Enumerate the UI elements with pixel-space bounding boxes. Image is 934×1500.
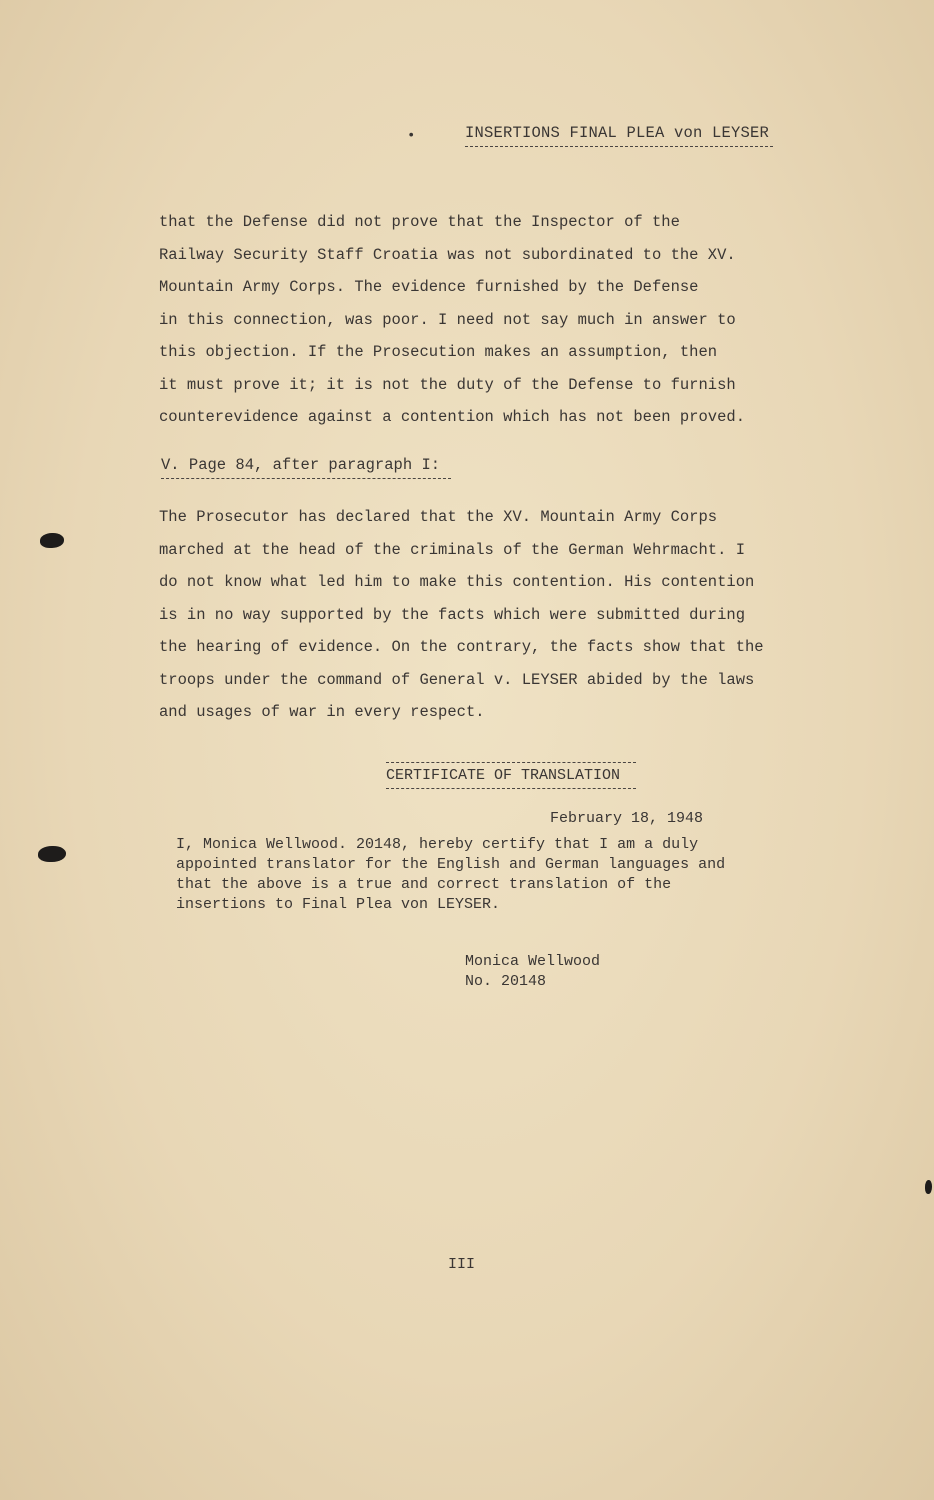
paragraph-line: this objection. If the Prosecution makes an assumption, then [159,343,718,361]
signature-block [465,952,600,992]
certificate-body [176,835,776,915]
punch-hole-mark [40,533,64,548]
paragraph-line: Mountain Army Corps. The evidence furnished by the Defense [159,278,699,296]
paragraph-line: The Prosecutor has declared that the XV. Mountain Army Corps [159,508,718,526]
paragraph-line: Railway Security Staff Croatia was not subordinated to the XV. [159,245,736,264]
page-number: III [448,1256,476,1273]
paragraph-line: do not know what led him to make this contention. His contention [159,573,755,591]
certificate-line: I, Monica Wellwood. 20148, hereby certify that I am a duly [176,836,699,853]
certificate-line: insertions to Final Plea von LEYSER. [176,896,501,913]
section-heading: V. Page 84, after paragraph I: [161,456,451,479]
paragraph-line: and usages of war in every respect. [159,703,485,721]
paragraph-line: it must prove it; it is not the duty of the Defense to furnish [159,375,736,394]
paragraph-line: troops under the command of General v. LEYSER abided by the laws [159,670,755,689]
paragraph-line: is in no way supported by the facts which were submitted during [159,605,745,624]
punch-hole-mark [38,846,66,862]
paragraph-line: in this connection, was poor. I need not say much in answer to [159,310,736,329]
paragraph-2 [159,501,799,729]
paragraph-line: marched at the head of the criminals of the German Wehrmacht. I [159,540,745,559]
certificate-date: February 18, 1948 [550,810,704,827]
certificate-line: appointed translator for the English and German languages and [176,856,726,873]
signature-number: No. 20148 [465,973,547,990]
signature-name: Monica Wellwood [465,953,601,970]
page-header-title: INSERTIONS FINAL PLEA von LEYSER [465,124,773,147]
paragraph-line: the hearing of evidence. On the contrary, the facts show that the [159,638,764,656]
edge-mark [925,1180,932,1194]
certificate-line: that the above is a true and correct translation of the [176,876,672,893]
paragraph-line: counterevidence against a contention which has not been proved. [159,408,745,426]
header-dot: • [407,128,416,144]
certificate-title: CERTIFICATE OF TRANSLATION [386,762,636,789]
paragraph-1 [159,206,799,434]
paragraph-line: that the Defense did not prove that the Inspector of the [159,213,680,231]
